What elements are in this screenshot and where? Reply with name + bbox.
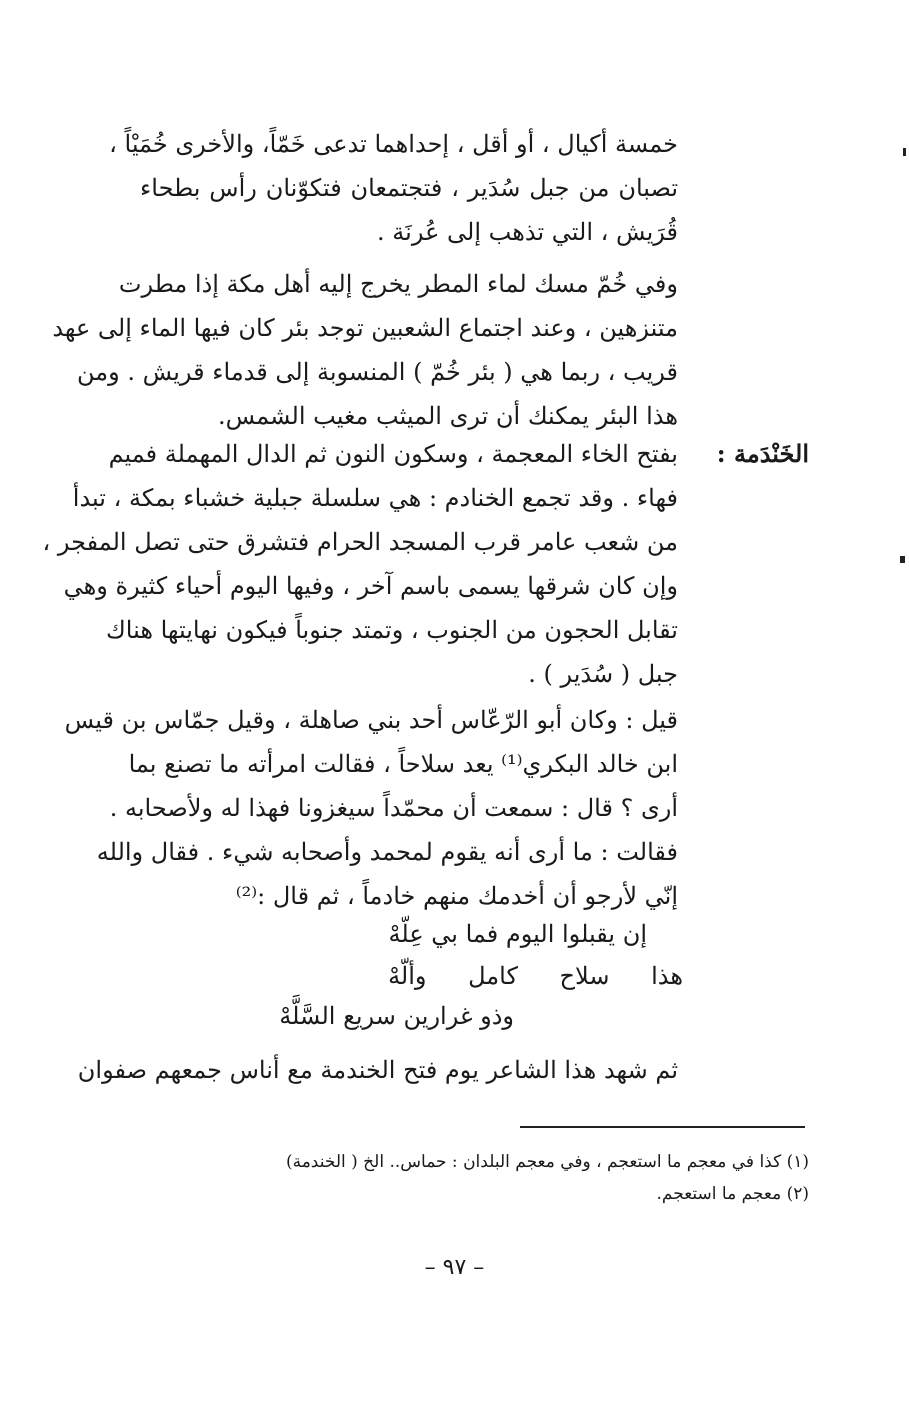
verse-line: وذو غرارين سريع السَّلَّهْ bbox=[279, 1002, 514, 1030]
footnote-divider bbox=[520, 1126, 805, 1128]
text-line: إنّي لأرجو أن أخدمك منهم خادماً ، ثم قال :⁽²⁾ bbox=[235, 882, 678, 910]
text-line: ابن خالد البكري⁽¹⁾ يعد سلاحاً ، فقالت امرأته ما تصنع بما bbox=[128, 750, 678, 778]
text-line: تصبان من جبل سُدَير ، فتجتمعان فتكوّنان رأس بطحاء bbox=[140, 174, 678, 202]
text-line: قريب ، ربما هي ( بئر خُمّ ) المنسوبة إلى قدماء قريش . ومن bbox=[77, 358, 678, 386]
entry-term: الخَنْدَمة : bbox=[716, 439, 809, 468]
text-line: من شعب عامر قرب المسجد الحرام فتشرق حتى تصل المفجر ، bbox=[42, 528, 678, 556]
footnotes bbox=[249, 1146, 809, 1210]
footnote: (٢) معجم ما استعجم. bbox=[656, 1184, 809, 1204]
text-line: قيل : وكان أبو الرّعّاس أحد بني صاهلة ، وقيل جمّاس بن قيس bbox=[64, 706, 678, 734]
text-line: فهاء . وقد تجمع الخنادم : هي سلسلة جبلية خشباء بمكة ، تبدأ bbox=[72, 484, 678, 512]
paragraph bbox=[52, 262, 678, 438]
text-line: هذا البئر يمكنك أن ترى الميثب مغيب الشمس. bbox=[218, 402, 678, 430]
paragraph bbox=[77, 1048, 678, 1092]
text-line: وإن كان شرقها يسمى باسم آخر ، وفيها اليوم أحياء كثيرة وهي bbox=[63, 572, 678, 600]
verse-line: هذا سلاح كامل وألّهْ bbox=[388, 962, 683, 990]
text-line: بفتح الخاء المعجمة ، وسكون النون ثم الدال المهملة فميم bbox=[108, 440, 678, 468]
paragraph bbox=[42, 432, 678, 696]
text-line: فقالت : ما أرى أنه يقوم لمحمد وأصحابه شيء . فقال والله bbox=[96, 838, 678, 866]
text-line: ثم شهد هذا الشاعر يوم فتح الخندمة مع أناس جمعهم صفوان bbox=[77, 1056, 678, 1084]
text-line: قُرَيش ، التي تذهب إلى عُرنَة . bbox=[377, 218, 678, 246]
text-line: متنزهين ، وعند اجتماع الشعبين توجد بئر كان فيها الماء إلى عهد bbox=[52, 314, 678, 342]
text-line: وفي خُمّ مسك لماء المطر يخرج إليه أهل مكة إذا مطرت bbox=[118, 270, 678, 298]
text-line: أرى ؟ قال : سمعت أن محمّداً سيغزونا فهذا له ولأصحابه . bbox=[109, 794, 678, 822]
verse-line: إن يقبلوا اليوم فما بي عِلّهْ bbox=[388, 920, 647, 948]
text-line: تقابل الحجون من الجنوب ، وتمتد جنوباً فيكون نهايتها هناك bbox=[105, 616, 678, 644]
paragraph bbox=[109, 122, 678, 254]
margin-mark bbox=[903, 148, 906, 156]
footnote: (١) كذا في معجم ما استعجم ، وفي معجم البلدان : حماس.. الخ ( الخندمة) bbox=[285, 1152, 809, 1172]
margin-mark bbox=[900, 556, 905, 563]
text-line: خمسة أكيال ، أو أقل ، إحداهما تدعى خَمّاً، والأخرى خُمَيْاً ، bbox=[109, 130, 678, 158]
text-line: جبل ( سُدَير ) . bbox=[528, 660, 678, 688]
paragraph bbox=[64, 698, 678, 918]
page-number: – ٩٧ – bbox=[424, 1255, 485, 1280]
